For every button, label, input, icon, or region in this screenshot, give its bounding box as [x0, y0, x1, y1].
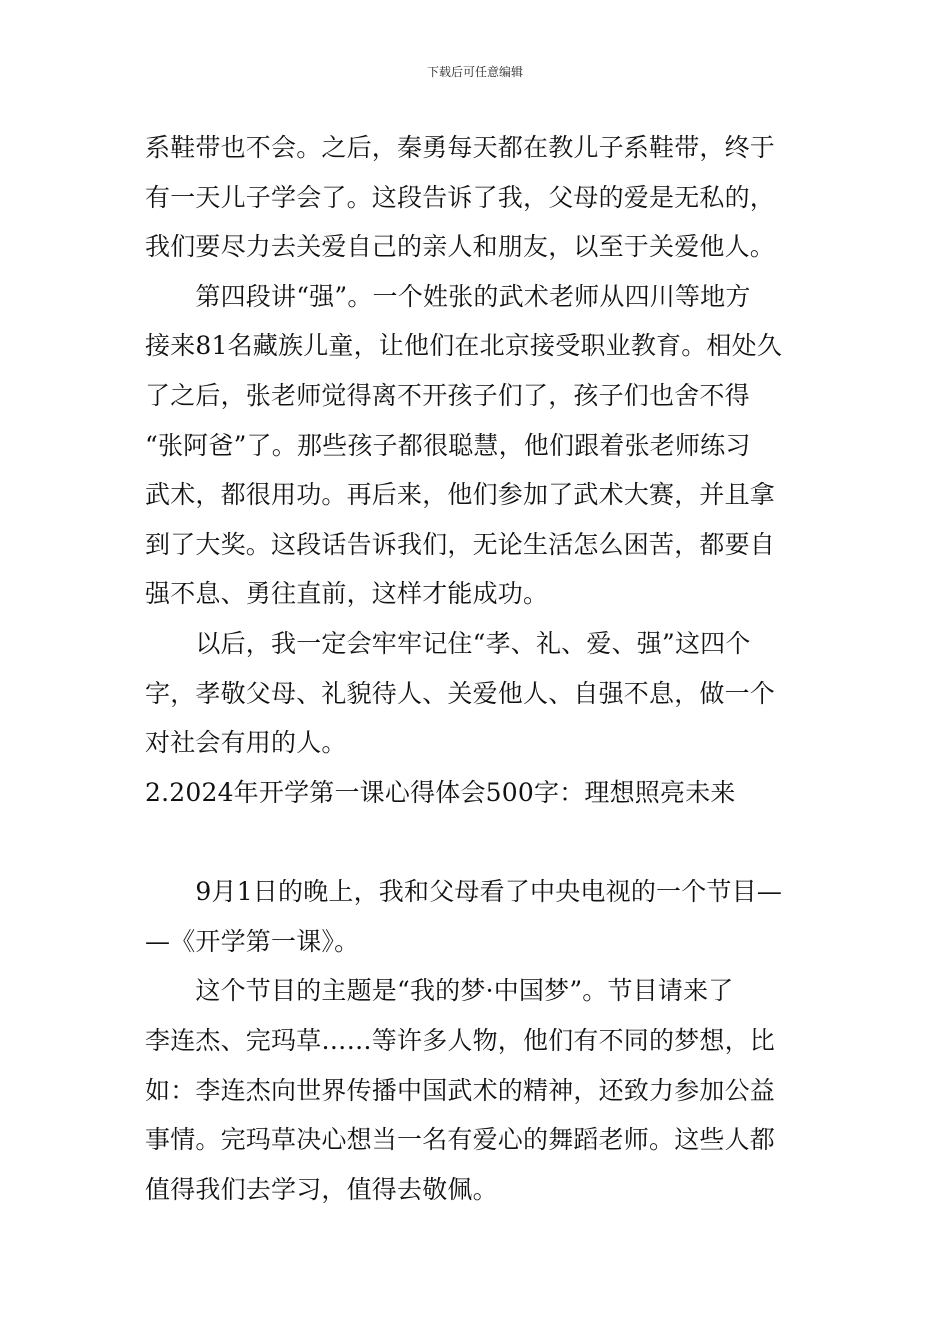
paragraph-line: 对社会有用的人。 [145, 728, 347, 757]
paragraph-line: 这个节目的主题是“我的梦·中国梦”。节目请来了 [145, 976, 734, 1005]
page-header: 下载后可任意编辑 [426, 65, 523, 79]
paragraph-line: 武术，都很用功。再后来，他们参加了武术大赛，并且拿 [145, 480, 776, 509]
paragraph-line: 李连杰、完玛草……等许多人物，他们有不同的梦想，比 [145, 1026, 776, 1055]
paragraph-line: “张阿爸”了。那些孩子都很聪慧，他们跟着张老师练习 [145, 431, 751, 460]
paragraph-line: 接来81名藏族儿童，让他们在北京接受职业教育。相处久 [145, 331, 783, 360]
paragraph-line: 强不息、勇往直前，这样才能成功。 [145, 579, 549, 608]
paragraph-line: 到了大奖。这段话告诉我们，无论生活怎么困苦，都要自 [145, 530, 776, 559]
paragraph-line: 事情。完玛草决心想当一名有爱心的舞蹈老师。这些人都 [145, 1125, 776, 1154]
paragraph-line: 第四段讲“强”。一个姓张的武术老师从四川等地方 [145, 282, 751, 311]
paragraph-line: 9月1日的晚上，我和父母看了中央电视的一个节目— [145, 877, 783, 906]
paragraph-line: 有一天儿子学会了。这段告诉了我，父母的爱是无私的， [145, 183, 776, 212]
paragraph-line: —《开学第一课》。 [145, 927, 360, 956]
section-heading: 2.2024年开学第一课心得体会500字：理想照亮未来 [145, 778, 736, 807]
paragraph-line: 系鞋带也不会。之后，秦勇每天都在教儿子系鞋带，终于 [145, 133, 776, 162]
paragraph-line: 如：李连杰向世界传播中国武术的精神，还致力参加公益 [145, 1076, 776, 1105]
paragraph-line: 我们要尽力去关爱自己的亲人和朋友，以至于关爱他人。 [145, 232, 776, 261]
paragraph-line: 值得我们去学习，值得去敬佩。 [145, 1175, 498, 1204]
paragraph-line: 了之后，张老师觉得离不开孩子们了，孩子们也舍不得 [145, 381, 750, 410]
paragraph-line: 以后，我一定会牢牢记住“孝、礼、爱、强”这四个 [145, 629, 751, 658]
paragraph-line: 字，孝敬父母、礼貌待人、关爱他人、自强不息，做一个 [145, 679, 776, 708]
